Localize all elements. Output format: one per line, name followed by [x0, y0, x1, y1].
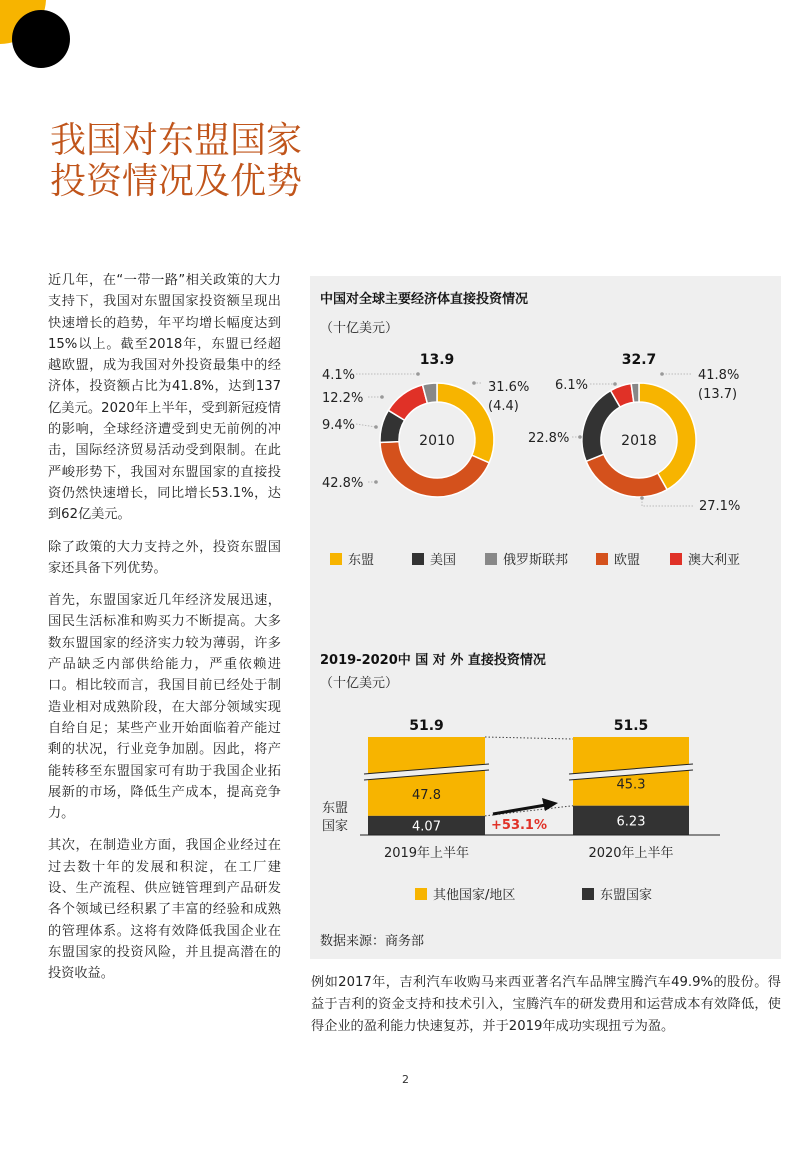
- bar-1-total: 51.5: [613, 718, 649, 734]
- donut-2018-label-2: 22.8%: [528, 431, 570, 446]
- donut-2010-leader-dot-1: [374, 480, 378, 484]
- donut-2010-leader-2: [356, 424, 376, 427]
- donut-2018-leader-dot-2: [578, 435, 582, 439]
- bar-0-asean-value: 4.07: [412, 819, 441, 835]
- legend-swatch-others: [415, 888, 427, 900]
- donut-2010-label-3: 12.2%: [322, 391, 364, 406]
- page-number: 2: [402, 1073, 409, 1086]
- paragraph-4: 其次，在制造业方面，我国企业经过在过去数十年的发展和积淀，在工厂建设、生产流程、供应链管理到产品研发各个领域已经积累了丰富的经验和成熟的管理体系。这将有效降低我国企业在东盟国家的投资风险，并且提高潜在的投资收益。: [48, 838, 281, 982]
- legend-item-usa: [412, 549, 456, 568]
- paragraph-3: 首先，东盟国家近几年经济发展迅速，国民生活标准和购买力不断提高。大多数东盟国家的经济实力较为薄弱，许多产品缺乏内部供给能力，严重依赖进口。相比较而言，我国目前已经处于制造业相对成熟阶段，在大部分领域实现自给自足；某些产业开始面临着产能过剩的状况，行业竞争加剧。因此，将产能转移至东盟国家可有助于我国企业拓展新的市场，降低生产成本，提高竞争力。: [48, 593, 281, 822]
- stacked-bar-chart: [310, 696, 781, 876]
- legend-swatch-asean-countries: [582, 888, 594, 900]
- black-circle: [12, 10, 70, 68]
- donut-2018-slice-2: [582, 391, 620, 462]
- donut-2018-slice-1: [586, 454, 667, 497]
- bottom-paragraph: 例如2017年，吉利汽车收购马来西亚著名汽车品牌宝腾汽车49.9%的股份。得益于吉利的资金支持和技术引入，宝腾汽车的研发费用和运营成本有效降低，使得企业的盈利能力快速复苏，并于2019年成功实现扭亏为盈。: [311, 975, 781, 1034]
- donut-2010-label-0: 31.6%: [488, 380, 530, 395]
- donut-2010-slice-1: [380, 442, 489, 497]
- donut-2018-leader-1: [642, 498, 693, 506]
- donut-2010-leader-dot-4: [416, 372, 420, 376]
- donut-chart-title: 中国对全球主要经济体直接投资情况: [320, 292, 529, 307]
- legend-item-eu: [596, 549, 640, 568]
- chart-panel: [310, 276, 781, 959]
- legend-item-australia: [670, 549, 740, 568]
- bar-0-total: 51.9: [409, 718, 444, 734]
- donut-2010-center-label: 2010: [419, 433, 455, 449]
- donut-2010-total: 13.9: [419, 352, 455, 368]
- legend-label-australia: 澳大利亚: [688, 553, 741, 568]
- donut-2018-sublabel-0: (13.7): [698, 387, 738, 402]
- bar-chart-unit: （十亿美元）: [320, 676, 399, 691]
- donut-2010-leader-dot-0: [472, 381, 476, 385]
- donut-2018-leader-dot-1: [640, 496, 644, 500]
- bar-1-category-label: 2020年上半年: [588, 846, 674, 861]
- donut-2018-label-0: 41.8%: [698, 368, 740, 383]
- bar-1-asean-value: 6.23: [616, 814, 646, 830]
- donut-2018-label-3: 6.1%: [555, 378, 589, 393]
- donut-2010-label-4: 4.1%: [322, 368, 356, 383]
- donut-2010-slice-0: [437, 383, 494, 463]
- donut-2018-center-label: 2018: [621, 433, 657, 449]
- donut-2010-leader-dot-3: [380, 395, 384, 399]
- legend-label-eu: 欧盟: [614, 553, 641, 568]
- paragraph-2: 除了政策的大力支持之外，投资东盟国家还具备下列优势。: [48, 539, 281, 576]
- connector-top: [485, 737, 573, 739]
- legend-item-asean: [330, 549, 374, 568]
- donut-chart-unit: （十亿美元）: [320, 321, 399, 336]
- legend-item-asean-countries: [582, 884, 652, 903]
- donut-2018-leader-dot-3: [613, 382, 617, 386]
- left-column-text: [48, 270, 281, 996]
- legend-swatch-australia: [670, 553, 682, 565]
- side-label-line-2: 国家: [322, 819, 349, 834]
- legend-item-russia: [485, 549, 568, 568]
- corner-decoration: [0, 0, 90, 80]
- donut-2018-total: 32.7: [621, 352, 657, 368]
- page-title: 我国对东盟国家投资情况及优势: [50, 120, 303, 202]
- bar-chart-title: 2019-2020中 国 对 外 直接投资情况: [320, 653, 546, 668]
- donut-2010-label-2: 9.4%: [322, 418, 356, 433]
- legend-swatch-eu: [596, 553, 608, 565]
- data-source: 数据来源：商务部: [320, 934, 425, 949]
- donut-2010-label-1: 42.8%: [322, 476, 364, 491]
- bar-0-category-label: 2019年上半年: [383, 846, 470, 861]
- growth-label: +53.1%: [491, 818, 547, 833]
- paragraph-1: 近几年，在“一带一路”相关政策的大力支持下，我国对东盟国家投资额呈现出快速增长的趋势，年平均增长幅度达到15%以上。截至2018年，东盟已经超越欧盟，成为我国对外投资最集中的经济体，投资额占比为41.8%，达到137亿美元。2020年上半年，受到新冠疫情的影响，全球经济遭受到史无前例的冲击，国际经济贸易活动受到限制。在此严峻形势下，我国对东盟国家的直接投资仍然快速增长，同比增长53.1%，达到62亿美元。: [48, 273, 281, 523]
- legend-label-asean-countries: 东盟国家: [600, 888, 653, 903]
- legend-swatch-asean: [330, 553, 342, 565]
- legend-label-others: 其他国家/地区: [433, 888, 516, 903]
- donut-2018-label-1: 27.1%: [699, 499, 741, 514]
- legend-swatch-usa: [412, 553, 424, 565]
- donut-2018-leader-dot-0: [660, 372, 664, 376]
- donut-2010-sublabel-0: (4.4): [488, 399, 519, 414]
- side-label-line-1: 东盟: [322, 801, 349, 816]
- legend-label-usa: 美国: [430, 553, 457, 568]
- bar-0-others-value: 47.8: [412, 787, 441, 803]
- legend-swatch-russia: [485, 553, 497, 565]
- bar-1-others-value: 45.3: [616, 777, 646, 793]
- legend-label-russia: 俄罗斯联邦: [503, 553, 569, 568]
- legend-label-asean: 东盟: [348, 553, 375, 568]
- legend-item-others: [415, 884, 515, 903]
- donut-2010-leader-dot-2: [374, 425, 378, 429]
